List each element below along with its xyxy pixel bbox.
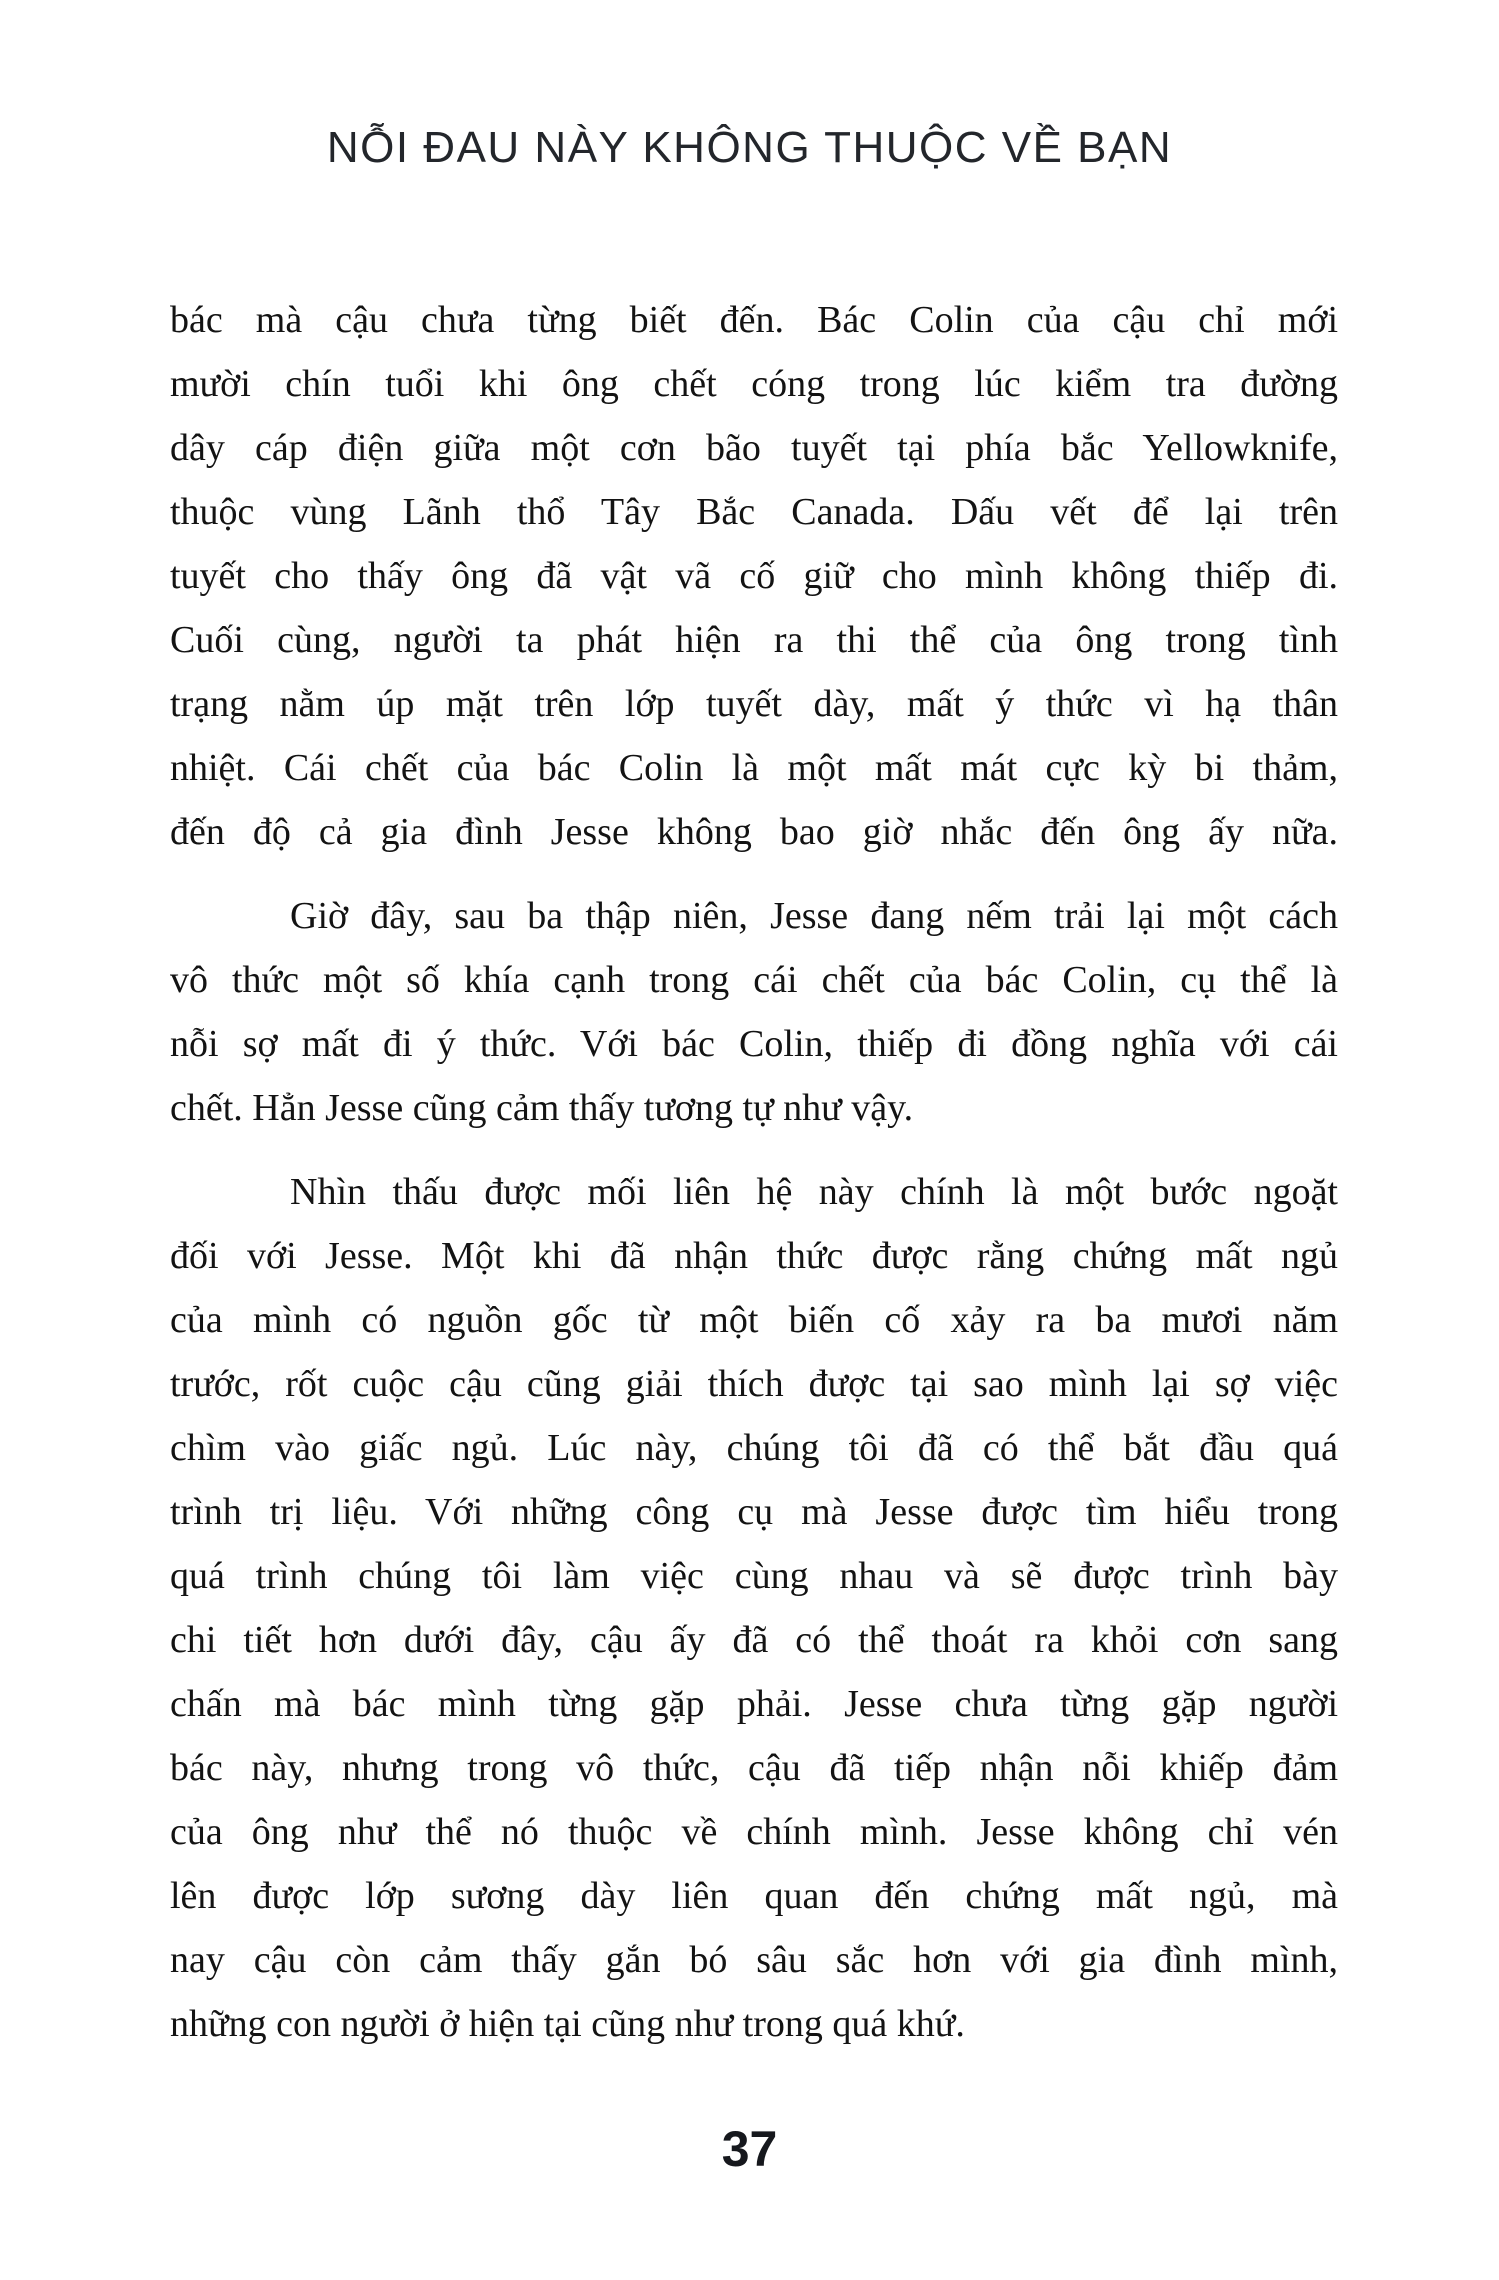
text-line: mười chín tuổi khi ông chết cóng trong lúc kiểm tra đường — [170, 363, 1338, 405]
text-line: Giờ đây, sau ba thập niên, Jesse đang nếm trải lại một cách — [290, 895, 1338, 937]
text-line: nay cậu còn cảm thấy gắn bó sâu sắc hơn với gia đình mình, — [170, 1939, 1338, 1981]
text-line: chấn mà bác mình từng gặp phải. Jesse chưa từng gặp người — [170, 1683, 1338, 1725]
text-line: lên được lớp sương dày liên quan đến chứng mất ngủ, mà — [170, 1875, 1338, 1917]
text-line: của mình có nguồn gốc từ một biến cố xảy ra ba mươi năm — [170, 1299, 1338, 1341]
text-line: thuộc vùng Lãnh thổ Tây Bắc Canada. Dấu vết để lại trên — [170, 491, 1338, 533]
body-text — [170, 288, 1338, 2056]
text-line: tuyết cho thấy ông đã vật vã cố giữ cho mình không thiếp đi. — [170, 555, 1338, 597]
text-line: chi tiết hơn dưới đây, cậu ấy đã có thể thoát ra khỏi cơn sang — [170, 1619, 1338, 1661]
text-line: vô thức một số khía cạnh trong cái chết của bác Colin, cụ thể là — [170, 959, 1338, 1001]
page-number: 37 — [721, 2121, 778, 2177]
text-line: nỗi sợ mất đi ý thức. Với bác Colin, thiếp đi đồng nghĩa với cái — [170, 1023, 1338, 1065]
paragraph-3 — [170, 1160, 1338, 2056]
text-line: chết. Hẳn Jesse cũng cảm thấy tương tự như vậy. — [170, 1087, 914, 1129]
text-line: trạng nằm úp mặt trên lớp tuyết dày, mất ý thức vì hạ thân — [170, 683, 1338, 725]
text-line: những con người ở hiện tại cũng như trong quá khứ. — [170, 2003, 965, 2045]
text-line: chìm vào giấc ngủ. Lúc này, chúng tôi đã có thể bắt đầu quá — [170, 1427, 1338, 1469]
text-line: trước, rốt cuộc cậu cũng giải thích được tại sao mình lại sợ việc — [170, 1363, 1338, 1405]
text-line: của ông như thể nó thuộc về chính mình. Jesse không chỉ vén — [170, 1811, 1338, 1853]
text-line: đến độ cả gia đình Jesse không bao giờ nhắc đến ông ấy nữa. — [170, 811, 1338, 853]
paragraph-1 — [170, 288, 1338, 864]
text-line: đối với Jesse. Một khi đã nhận thức được rằng chứng mất ngủ — [170, 1235, 1338, 1277]
text-line: quá trình chúng tôi làm việc cùng nhau và sẽ được trình bày — [170, 1555, 1338, 1597]
paragraph-2 — [170, 884, 1338, 1140]
text-line: dây cáp điện giữa một cơn bão tuyết tại phía bắc Yellowknife, — [170, 427, 1338, 469]
text-line: nhiệt. Cái chết của bác Colin là một mất mát cực kỳ bi thảm, — [170, 747, 1338, 789]
text-line: bác mà cậu chưa từng biết đến. Bác Colin của cậu chỉ mới — [170, 299, 1338, 341]
text-line: Nhìn thấu được mối liên hệ này chính là một bước ngoặt — [290, 1171, 1338, 1213]
text-line: Cuối cùng, người ta phát hiện ra thi thể của ông trong tình — [170, 619, 1338, 661]
text-line: trình trị liệu. Với những công cụ mà Jesse được tìm hiểu trong — [170, 1491, 1338, 1533]
running-head: NỖI ĐAU NÀY KHÔNG THUỘC VỀ BẠN — [326, 123, 1173, 172]
text-line: bác này, nhưng trong vô thức, cậu đã tiếp nhận nỗi khiếp đảm — [170, 1747, 1338, 1789]
